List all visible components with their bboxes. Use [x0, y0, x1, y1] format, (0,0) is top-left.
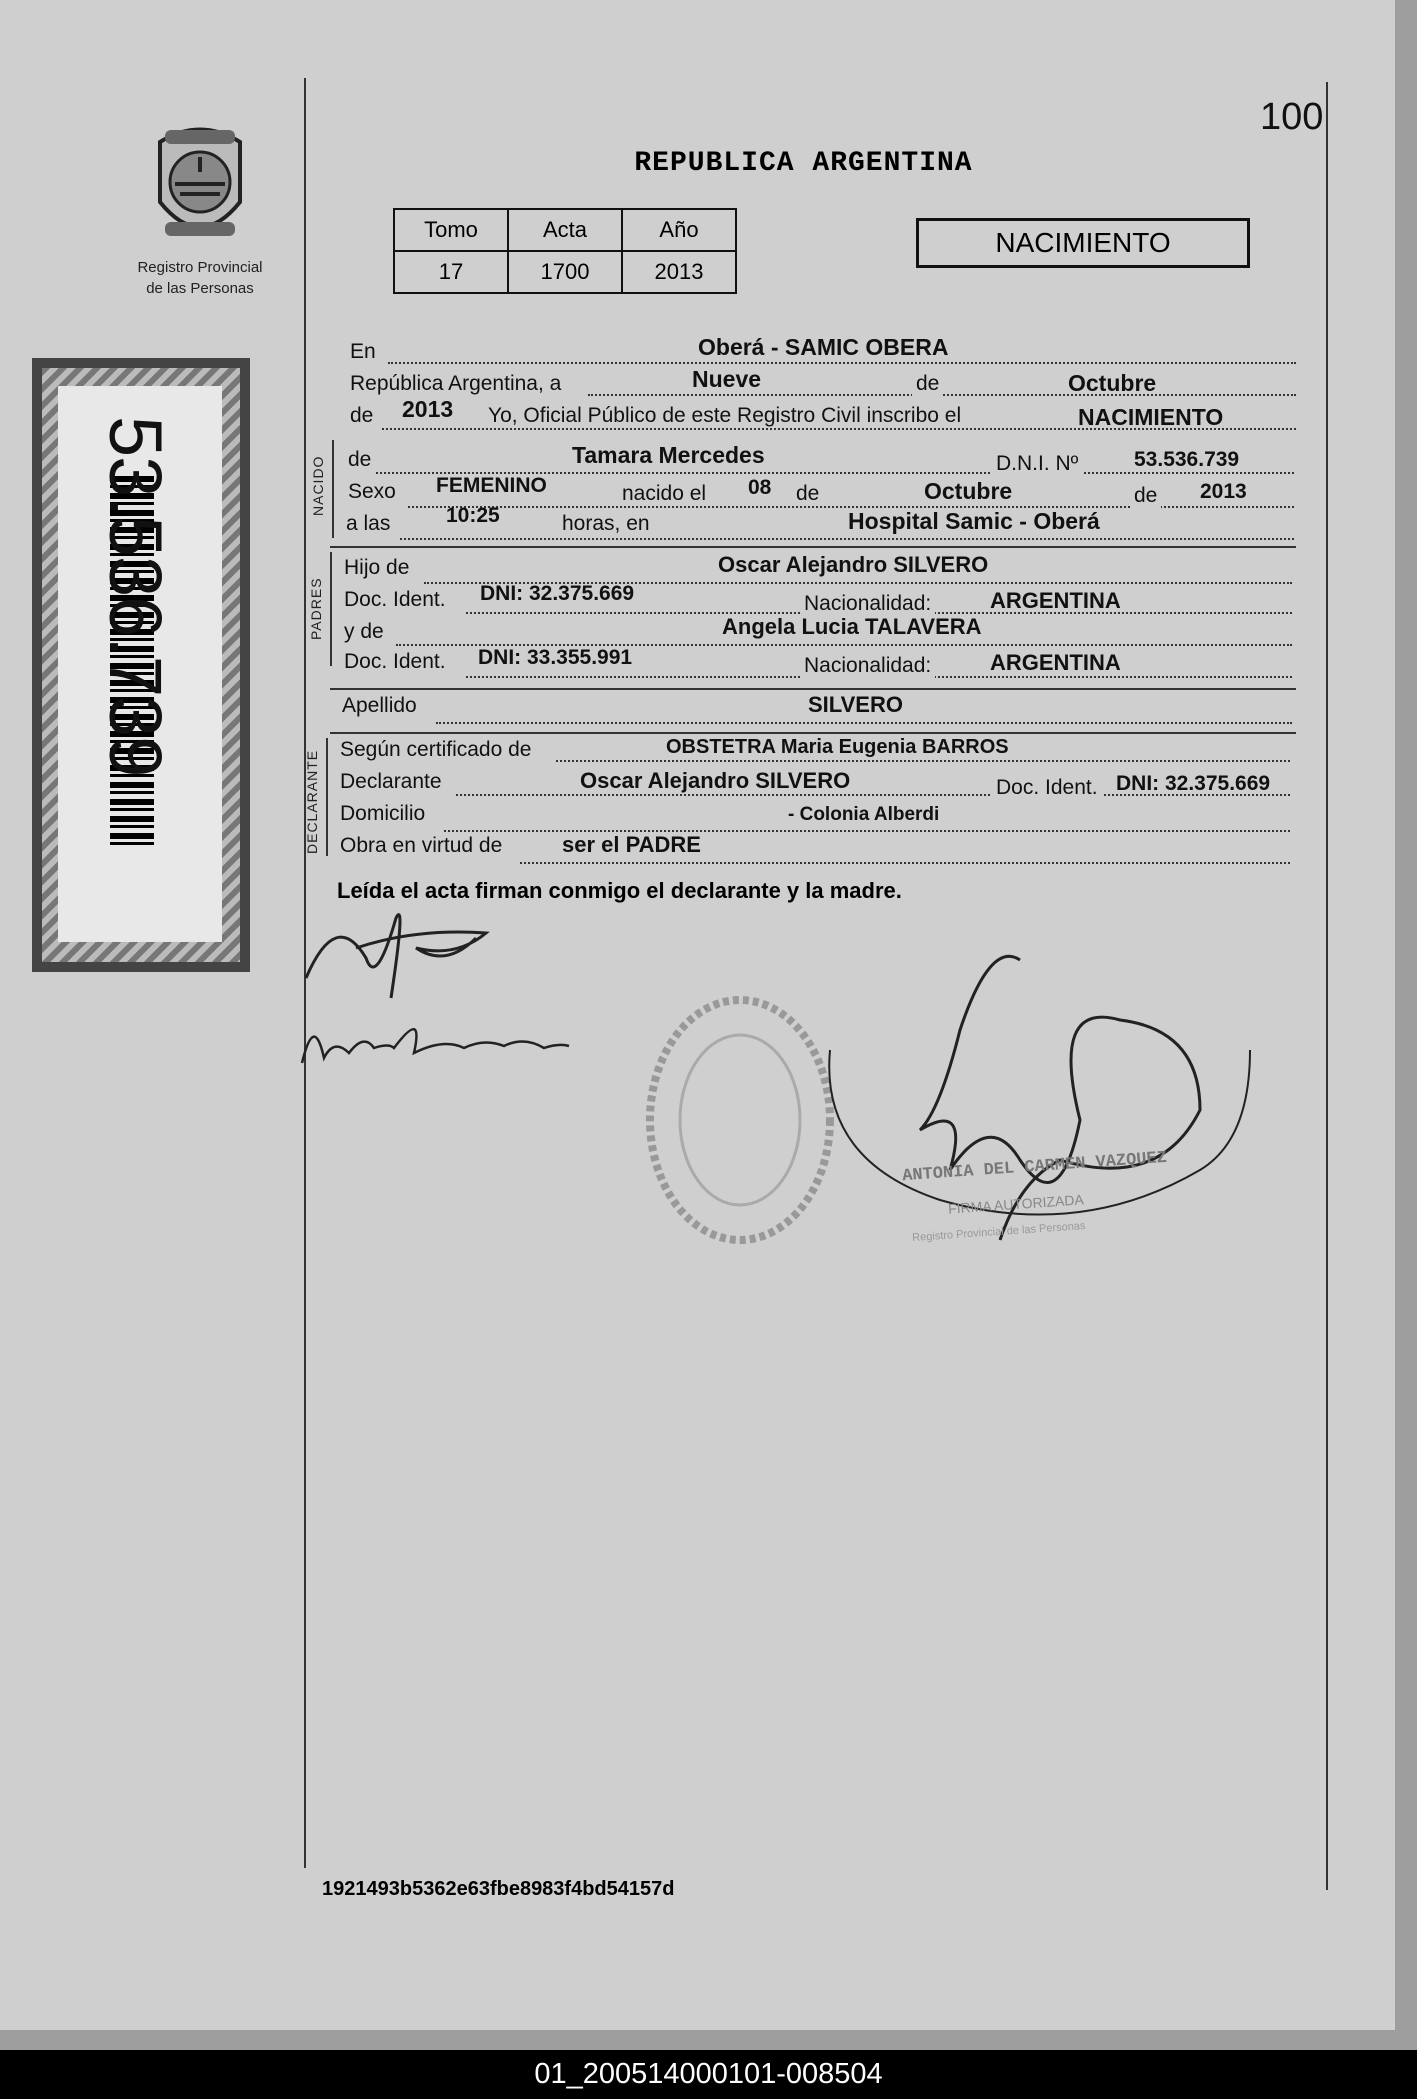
nacido-bar [332, 440, 334, 538]
oficial-text: Yo, Oficial Público de este Registro Civil inscribo el [484, 404, 965, 428]
father-nat-label: Nacionalidad: [800, 592, 935, 616]
declarante-section-label: DECLARANTE [304, 749, 320, 854]
apellido-value: SILVERO [808, 692, 903, 717]
domicilio-value: - Colonia Alberdi [788, 804, 940, 825]
barcode-label [58, 386, 222, 942]
padres-section-label: PADRES [308, 577, 324, 640]
country-title [0, 148, 1417, 179]
nacido-el-label: nacido el [618, 482, 710, 506]
nacido-dni-value: 53.536.739 [1134, 448, 1240, 471]
declarante-value: Oscar Alejandro SILVERO [580, 768, 851, 793]
hijo-de-label: Hijo de [344, 556, 410, 579]
official-signature-icon [820, 940, 1270, 1260]
record-header-tomo: Tomo [394, 209, 508, 251]
sexo-value: FEMENINO [436, 474, 547, 497]
nacido-month-value: Octubre [924, 478, 1013, 504]
line-dots [388, 362, 1296, 364]
domicilio-label: Domicilio [340, 802, 426, 825]
line-dots [436, 722, 1292, 724]
registry-label-line2: de las Personas [146, 280, 254, 297]
country-title-text: REPUBLICA ARGENTINA [634, 148, 973, 179]
footer-hash: 1921493b5362e63fbe8983f4bd54157d [322, 1878, 675, 1900]
mother-nat-label: Nacionalidad: [800, 654, 935, 678]
stamp-line3: Registro Provincial de las Personas [911, 1219, 1086, 1245]
father-value: Oscar Alejandro SILVERO [718, 552, 989, 577]
record-value-tomo: 17 [394, 251, 508, 293]
month-value: Octubre [1068, 370, 1157, 396]
sexo-label: Sexo [348, 480, 396, 503]
divider [330, 688, 1296, 690]
stamp-name: ANTONIA DEL CARMEN VAZQUEZ [901, 1148, 1168, 1187]
en-label: En [350, 340, 376, 363]
declarante-label: Declarante [340, 770, 442, 793]
father-nat-value: ARGENTINA [990, 588, 1121, 613]
padres-bar [330, 552, 332, 666]
nacido-section-label: NACIDO [310, 455, 326, 516]
right-margin-line [1326, 82, 1328, 1890]
republica-label: República Argentina, a [350, 372, 562, 395]
barcode-number: 53.536.739 [94, 416, 177, 777]
dni-label: D.N.I. Nº [992, 452, 1082, 476]
father-doc-value: DNI: 32.375.669 [480, 582, 635, 605]
en-value: Oberá - SAMIC OBERA [698, 334, 949, 360]
registry-label-line1: Registro Provincial [137, 259, 263, 276]
nacido-year-value: 2013 [1200, 480, 1247, 503]
a-las-label: a las [346, 512, 391, 535]
place-value: Hospital Samic - Oberá [848, 508, 1100, 534]
divider [330, 546, 1296, 548]
barcode-sticker [32, 358, 250, 972]
obra-label: Obra en virtud de [340, 834, 503, 857]
obra-value: ser el PADRE [562, 832, 701, 857]
de-label: de [912, 372, 943, 396]
mother-doc-value: DNI: 33.355.991 [478, 646, 633, 669]
record-header-acta: Acta [508, 209, 622, 251]
official-seal-icon [630, 980, 850, 1260]
inscribo-value: NACIMIENTO [1078, 404, 1224, 430]
declarante-doc-value: DNI: 32.375.669 [1116, 772, 1271, 795]
declarante-doc-label: Doc. Ident. [992, 776, 1102, 800]
file-label: 01_200514000101-008504 [0, 2050, 1417, 2099]
mother-doc-label: Doc. Ident. [344, 650, 446, 673]
record-header-anio: Año [622, 209, 736, 251]
certificado-value: OBSTETRA Maria Eugenia BARROS [666, 736, 1009, 758]
father-doc-label: Doc. Ident. [344, 588, 446, 611]
certificado-label: Según certificado de [340, 738, 532, 761]
record-value-acta: 1700 [508, 251, 622, 293]
time-value: 10:25 [446, 504, 500, 527]
mother-value: Angela Lucia TALAVERA [722, 614, 982, 639]
province-crest-icon [145, 122, 255, 250]
record-type-box: NACIMIENTO [916, 218, 1250, 268]
mother-signature-icon [294, 1008, 574, 1078]
day-value: Nueve [692, 366, 762, 392]
nacido-name-value: Tamara Mercedes [572, 442, 765, 468]
nacido-de-label: de [348, 448, 372, 471]
declarante-bar [326, 738, 328, 856]
y-de-label: y de [344, 620, 384, 643]
page-number: 100 [1260, 96, 1324, 138]
line-dots [400, 538, 1294, 540]
stamp-line2: FIRMA AUTORIZADA [947, 1191, 1085, 1217]
horas-label: horas, en [558, 512, 654, 536]
divider [330, 732, 1296, 734]
de-label-year: de [350, 404, 374, 427]
mother-nat-value: ARGENTINA [990, 650, 1121, 675]
closing-text: Leída el acta firman conmigo el declarante y la madre. [337, 878, 902, 903]
year-value: 2013 [402, 396, 454, 422]
de-label-2: de [792, 482, 823, 506]
apellido-label: Apellido [342, 694, 417, 717]
line-dots [520, 862, 1290, 864]
record-value-anio: 2013 [622, 251, 736, 293]
de-label-3: de [1130, 484, 1161, 508]
declarante-signature-icon [296, 888, 506, 1008]
nacido-day-value: 08 [748, 476, 772, 499]
line-dots [556, 760, 1290, 762]
record-table [393, 208, 737, 294]
